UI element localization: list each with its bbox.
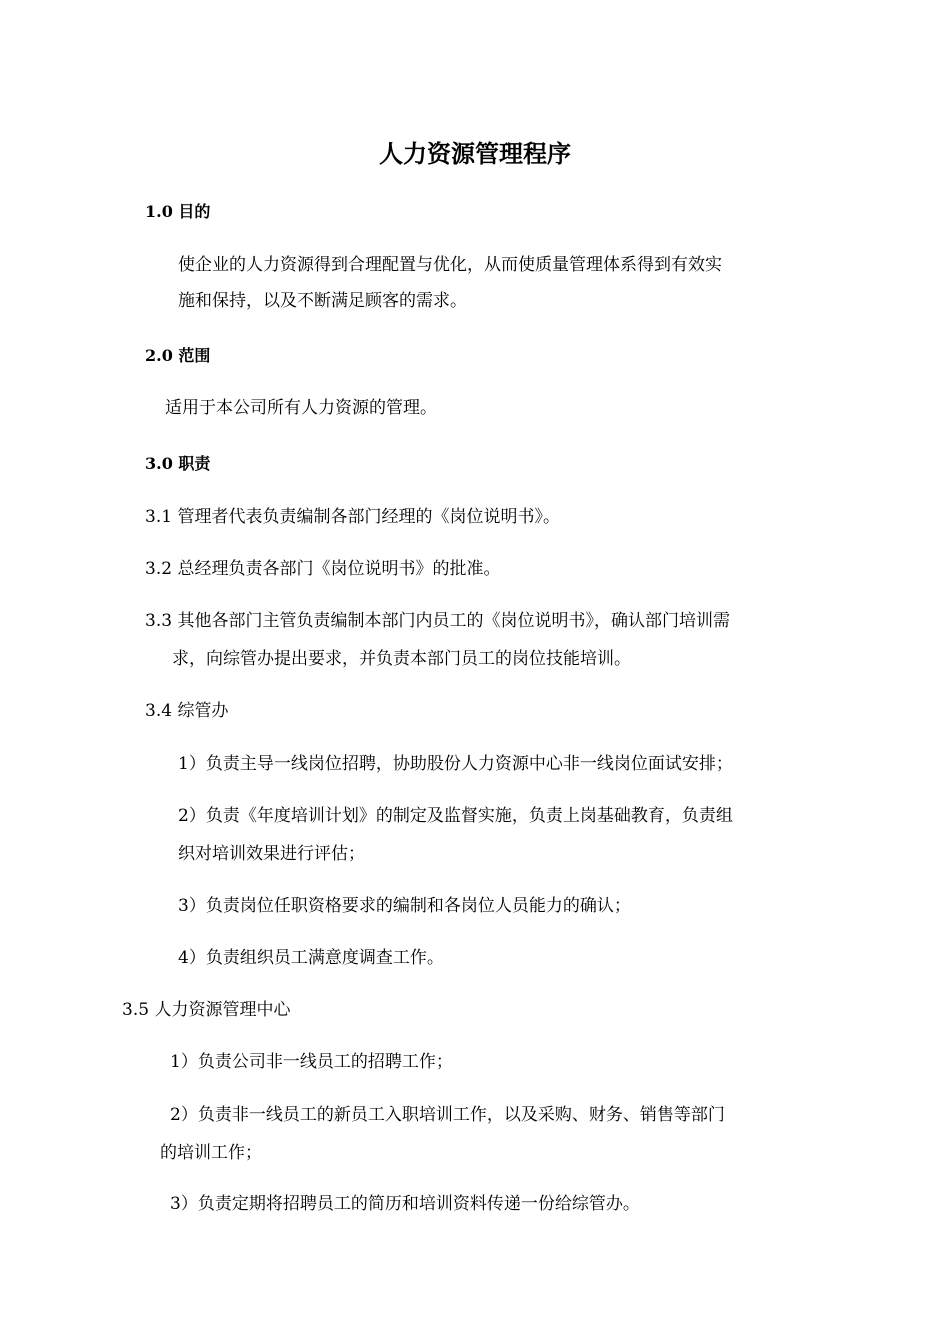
duty-3-4-sub-1: 1）负责主导一线岗位招聘，协助股份人力资源中心非一线岗位面试安排； [178, 754, 733, 774]
duty-3-5-sub-1: 1）负责公司非一线员工的招聘工作； [170, 1052, 453, 1072]
purpose-text-line-1: 使企业的人力资源得到合理配置与优化，从而使质量管理体系得到有效实 [178, 255, 722, 275]
duty-3-4-sub-2-line-2: 织对培训效果进行评估； [178, 844, 365, 864]
purpose-text-line-2: 施和保持，以及不断满足顾客的需求。 [178, 291, 467, 311]
section-heading-purpose: 1.0 目的 [145, 202, 211, 221]
duty-3-5-sub-2-line-1: 2）负责非一线员工的新员工入职培训工作，以及采购、财务、销售等部门 [170, 1105, 725, 1125]
section-heading-scope: 2.0 范围 [145, 346, 211, 365]
duty-item-3-3-line-1: 3.3 其他各部门主管负责编制本部门内员工的《岗位说明书》，确认部门培训需 [145, 611, 730, 631]
duty-3-5-sub-2-line-2: 的培训工作； [160, 1143, 262, 1163]
duty-item-3-2: 3.2 总经理负责各部门《岗位说明书》的批准。 [145, 559, 501, 579]
duty-item-3-5-label: 3.5 人力资源管理中心 [122, 1000, 291, 1020]
duty-item-3-3-line-2: 求，向综管办提出要求，并负责本部门员工的岗位技能培训。 [172, 649, 631, 669]
duty-3-4-sub-4: 4）负责组织员工满意度调查工作。 [178, 948, 444, 968]
duty-3-4-sub-3: 3）负责岗位任职资格要求的编制和各岗位人员能力的确认； [178, 896, 631, 916]
duty-3-5-sub-3: 3）负责定期将招聘员工的简历和培训资料传递一份给综管办。 [170, 1194, 640, 1214]
duty-item-3-1: 3.1 管理者代表负责编制各部门经理的《岗位说明书》。 [145, 507, 560, 527]
scope-text: 适用于本公司所有人力资源的管理。 [165, 398, 437, 418]
section-heading-duties: 3.0 职责 [145, 454, 211, 473]
duty-3-4-sub-2-line-1: 2）负责《年度培训计划》的制定及监督实施，负责上岗基础教育，负责组 [178, 806, 733, 826]
document-title: 人力资源管理程序 [379, 139, 571, 168]
duty-item-3-4-label: 3.4 综管办 [145, 701, 229, 721]
